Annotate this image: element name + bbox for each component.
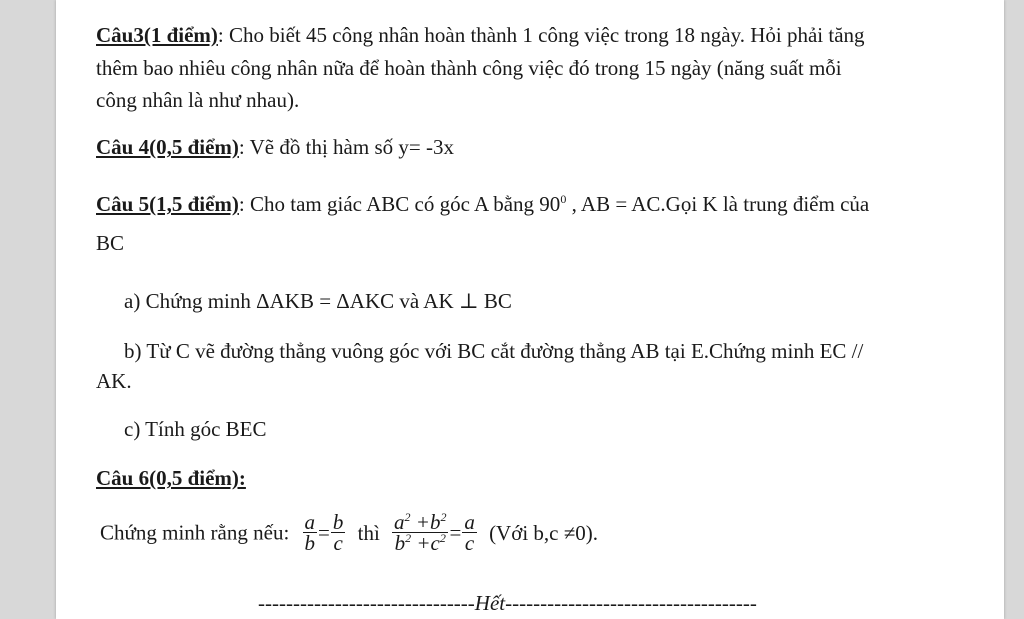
equals-sign-1: = <box>318 520 330 545</box>
word-thi: thì <box>357 520 380 545</box>
fraction-2-denominator: c <box>333 531 343 555</box>
question-6-heading-line <box>96 465 246 491</box>
den-plus-c: +c <box>411 531 440 555</box>
question-3-line-3: công nhân là như nhau). <box>96 88 300 112</box>
footer-label: Hết <box>474 591 506 615</box>
num-a-square: 2 <box>404 510 411 524</box>
fraction-1-denominator: b <box>304 531 316 555</box>
equals-sign-2: = <box>449 520 462 545</box>
question-5-part-a: a) Chứng minh ΔAKB = ΔAKC và AK ⊥ BC <box>124 289 512 313</box>
footer-dashes-left: ------------------------------- <box>258 591 475 615</box>
fraction-3-denominator <box>393 533 448 553</box>
question-5-line-2: BC <box>96 231 125 255</box>
question-5-text-b: , AB = AC.Gọi K là trung điểm của <box>566 192 870 216</box>
question-6-statement <box>100 512 598 553</box>
num-b-square: 2 <box>440 510 447 524</box>
question-4-heading: Câu 4(0,5 điểm) <box>96 135 239 159</box>
fraction-2-numerator: b <box>332 510 344 534</box>
fraction-b-over-c <box>331 512 346 553</box>
question-5-part-c: c) Tính góc BEC <box>124 417 267 441</box>
question-3-text: : Cho biết 45 công nhân hoàn thành 1 công việc trong 18 ngày. Hỏi phải tăng <box>217 23 865 47</box>
fraction-a-over-b <box>303 512 318 553</box>
question-5-text-a: : Cho tam giác ABC có góc A bằng 90 <box>238 192 561 216</box>
fraction-1-numerator: a <box>304 510 316 534</box>
question-5-part-b-line-1: b) Từ C vẽ đường thẳng vuông góc với BC cắt đường thẳng AB tại E.Chứng minh EC // <box>124 339 864 363</box>
question-4-text: : Vẽ đồ thị hàm số y= -3x <box>238 135 454 159</box>
degree-superscript: 0 <box>560 192 567 206</box>
question-5-line-1 <box>96 191 869 217</box>
end-of-document-line <box>258 591 818 616</box>
fraction-3-numerator <box>392 512 448 533</box>
fraction-4-numerator: a <box>464 510 475 534</box>
num-a: a <box>394 510 405 534</box>
footer-dashes-right: ------------------------------------ <box>505 591 757 615</box>
question-6-heading: Câu 6(0,5 điểm): <box>96 466 246 490</box>
question-5-part-b-line-2: AK. <box>96 369 132 393</box>
question-6-prefix: Chứng minh rằng nếu: <box>100 520 290 545</box>
fraction-a-over-c <box>462 512 477 553</box>
den-b: b <box>394 531 406 555</box>
question-3-heading: Câu3(1 điểm) <box>96 23 218 47</box>
question-3-line-2: thêm bao nhiêu công nhân nữa để hoàn thành công việc đó trong 15 ngày (năng suất mỗi <box>96 56 842 80</box>
question-6-suffix: (Với b,c ≠0). <box>489 520 598 545</box>
den-c-square: 2 <box>439 531 446 545</box>
fraction-sum-of-squares <box>392 512 448 553</box>
question-5-heading: Câu 5(1,5 điểm) <box>96 192 239 216</box>
question-4 <box>96 134 454 160</box>
fraction-4-denominator: c <box>464 531 475 555</box>
num-plus-b: +b <box>410 510 441 534</box>
den-b-square: 2 <box>405 531 412 545</box>
question-3-line-1 <box>96 22 865 48</box>
